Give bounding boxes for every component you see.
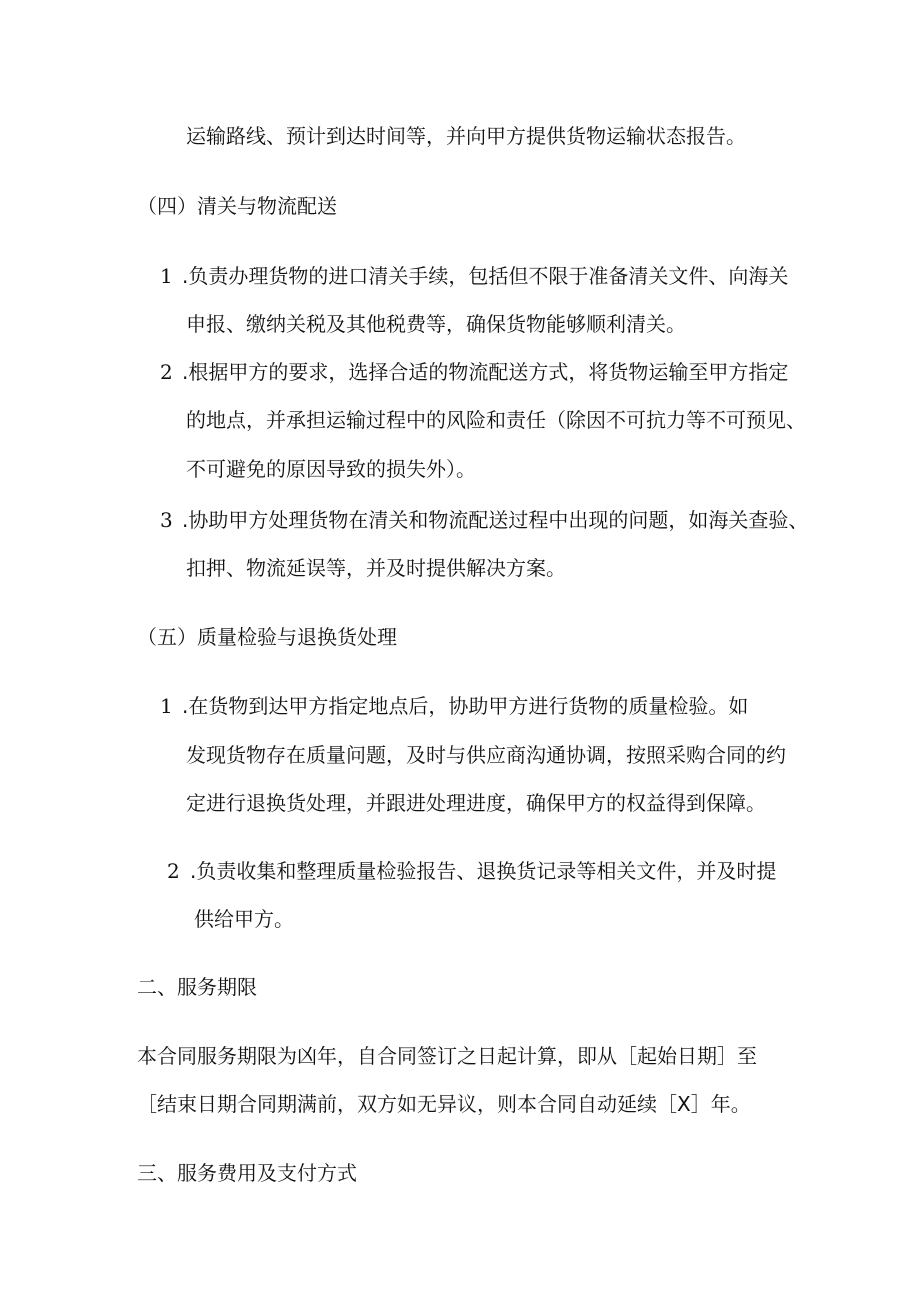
paragraph-line: .协助甲方处理货物在清关和物流配送过程中出现的问题，如海关查验、 bbox=[182, 508, 809, 532]
paragraph-line: 本合同服务期限为凶年，自合同签订之日起计算，即从［起始日期］至 bbox=[137, 1044, 757, 1068]
item-number: 1 bbox=[160, 694, 173, 718]
paragraph-line: 供给甲方。 bbox=[194, 907, 294, 931]
item-number: 1 bbox=[160, 264, 173, 288]
paragraph-line: 的地点，并承担运输过程中的风险和责任（除因不可抗力等不可预见、 bbox=[186, 408, 806, 432]
item-number: 3 bbox=[160, 508, 173, 532]
section-heading-term: 二、服务期限 bbox=[137, 975, 257, 999]
section-heading-fees: 三、服务费用及支付方式 bbox=[137, 1161, 357, 1185]
paragraph-line: .负责收集和整理质量检验报告、退换货记录等相关文件，并及时提 bbox=[190, 859, 777, 883]
paragraph-line: .在货物到达甲方指定地点后，协助甲方进行货物的质量检验。如 bbox=[182, 694, 749, 718]
section-heading-5: （五）质量检验与退换货处理 bbox=[137, 625, 397, 649]
paragraph-line: 运输路线、预计到达时间等，并向甲方提供货物运输状态报告。 bbox=[186, 124, 746, 148]
paragraph-line: 定进行退换货处理，并跟进处理进度，确保甲方的权益得到保障。 bbox=[186, 791, 766, 815]
paragraph-line: ［结束日期合同期满前，双方如无异议，则本合同自动延续［X］年。 bbox=[137, 1092, 751, 1116]
section-heading-4: （四）清关与物流配送 bbox=[137, 194, 337, 218]
paragraph-line: .根据甲方的要求，选择合适的物流配送方式，将货物运输至甲方指定 bbox=[182, 360, 789, 384]
paragraph-line: 发现货物存在质量问题，及时与供应商沟通协调，按照采购合同的约 bbox=[186, 743, 786, 767]
item-number: 2 bbox=[167, 859, 180, 883]
paragraph-line: .负责办理货物的进口清关手续，包括但不限于准备清关文件、向海关 bbox=[182, 264, 789, 288]
paragraph-line: 不可避免的原因导致的损失外）。 bbox=[186, 457, 476, 481]
paragraph-line: 扣押、物流延误等，并及时提供解决方案。 bbox=[186, 556, 566, 580]
paragraph-line: 申报、缴纳关税及其他税费等，确保货物能够顺利清关。 bbox=[186, 312, 686, 336]
item-number: 2 bbox=[160, 360, 173, 384]
